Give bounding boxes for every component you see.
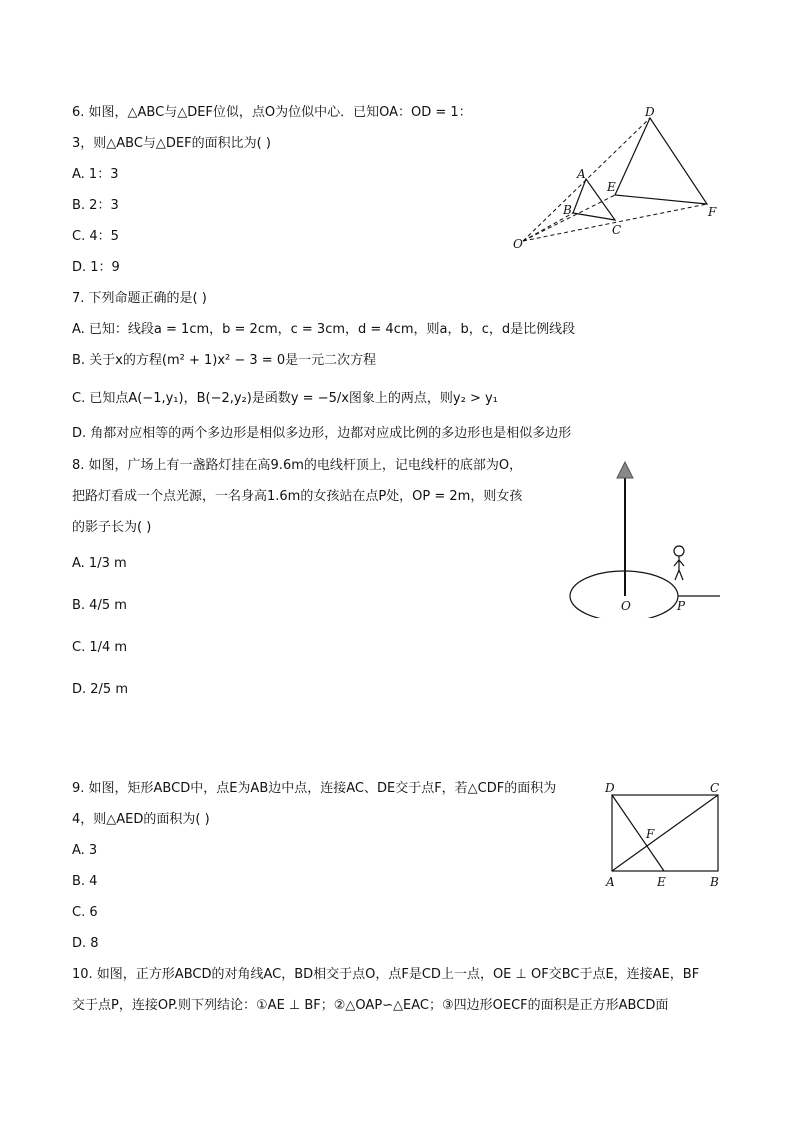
label-f: F — [708, 205, 717, 219]
girl-leg-right — [679, 570, 683, 580]
label-a: A — [606, 875, 615, 889]
ray-ob — [523, 213, 573, 241]
diagonal-ac — [612, 795, 718, 871]
label-e: E — [657, 875, 666, 889]
q8-stem-line3: 的影子长为( ) — [72, 520, 152, 535]
q6-option-c: C. 4：5 — [72, 229, 119, 244]
label-e: E — [607, 180, 616, 194]
q8-option-d: D. 2/5 m — [72, 682, 128, 697]
q9-option-b: B. 4 — [72, 874, 98, 889]
label-o: O — [513, 237, 523, 251]
q9-option-d: D. 8 — [72, 936, 99, 951]
label-b: B — [563, 203, 572, 217]
triangle-def — [615, 118, 707, 204]
q10-stem-line1: 10. 如图，正方形ABCD的对角线AC，BD相交于点O，点F是CD上一点，OE ⊥ OF交BC于点E，连接AE，BF — [72, 967, 700, 982]
label-c: C — [612, 223, 622, 237]
q10-stem-line2: 交于点P，连接OP.则下列结论：①AE ⊥ BF；②△OAP∽△EAC；③四边形OECF的面积是正方形ABCD面 — [72, 998, 669, 1013]
label-d: D — [645, 105, 655, 119]
label-b: B — [710, 875, 719, 889]
q8-figure — [565, 458, 725, 618]
q8-stem-line1: 8. 如图，广场上有一盏路灯挂在高9.6m的电线杆顶上，记电线杆的底部为O， — [72, 458, 523, 473]
q7-option-a: A. 已知：线段a = 1cm，b = 2cm，c = 3cm，d = 4cm，则a，b，c，d是比例线段 — [72, 322, 576, 337]
q6-stem-line2: 3，则△ABC与△DEF的面积比为( ) — [72, 136, 271, 151]
q7-option-b: B. 关于x的方程(m² + 1)x² − 3 = 0是一元二次方程 — [72, 353, 377, 368]
label-c: C — [710, 781, 720, 795]
q9-option-c: C. 6 — [72, 905, 98, 920]
q9-stem-line1: 9. 如图，矩形ABCD中，点E为AB边中点，连接AC、DE交于点F，若△CDF的面积为 — [72, 781, 557, 796]
label-d: D — [605, 781, 615, 795]
q7-option-c: C. 已知点A(−1,y₁)，B(−2,y₂)是函数y = −5/x图象上的两点，则y₂ > y₁ — [72, 391, 498, 406]
girl-leg-left — [675, 570, 679, 580]
q7-option-d: D. 角都对应相等的两个多边形是相似多边形，边都对应成比例的多边形也是相似多边形 — [72, 426, 572, 441]
girl-head — [674, 546, 684, 556]
q8-option-b: B. 4/5 m — [72, 598, 127, 613]
q8-option-c: C. 1/4 m — [72, 640, 128, 655]
girl-arm-right — [679, 560, 684, 566]
label-f: F — [646, 827, 655, 841]
label-o: O — [621, 599, 631, 613]
q9-stem-line2: 4，则△AED的面积为( ) — [72, 812, 210, 827]
q7-stem: 7. 下列命题正确的是( ) — [72, 291, 207, 306]
q6-stem-line1: 6. 如图，△ABC与△DEF位似，点O为位似中心．已知OA：OD = 1： — [72, 105, 472, 120]
girl-arm-left — [674, 560, 679, 566]
q9-option-a: A. 3 — [72, 843, 98, 858]
q6-option-d: D. 1：9 — [72, 260, 120, 275]
q6-option-a: A. 1：3 — [72, 167, 119, 182]
q6-option-b: B. 2：3 — [72, 198, 119, 213]
label-a: A — [577, 167, 586, 181]
q6-figure — [505, 100, 730, 255]
q8-option-a: A. 1/3 m — [72, 556, 127, 571]
q8-stem-line2: 把路灯看成一个点光源，一名身高1.6m的女孩站在点P处，OP = 2m，则女孩 — [72, 489, 523, 504]
label-p: P — [677, 599, 686, 613]
lamp-top-triangle — [617, 462, 633, 478]
segment-de — [612, 795, 664, 871]
q9-figure — [598, 778, 728, 893]
